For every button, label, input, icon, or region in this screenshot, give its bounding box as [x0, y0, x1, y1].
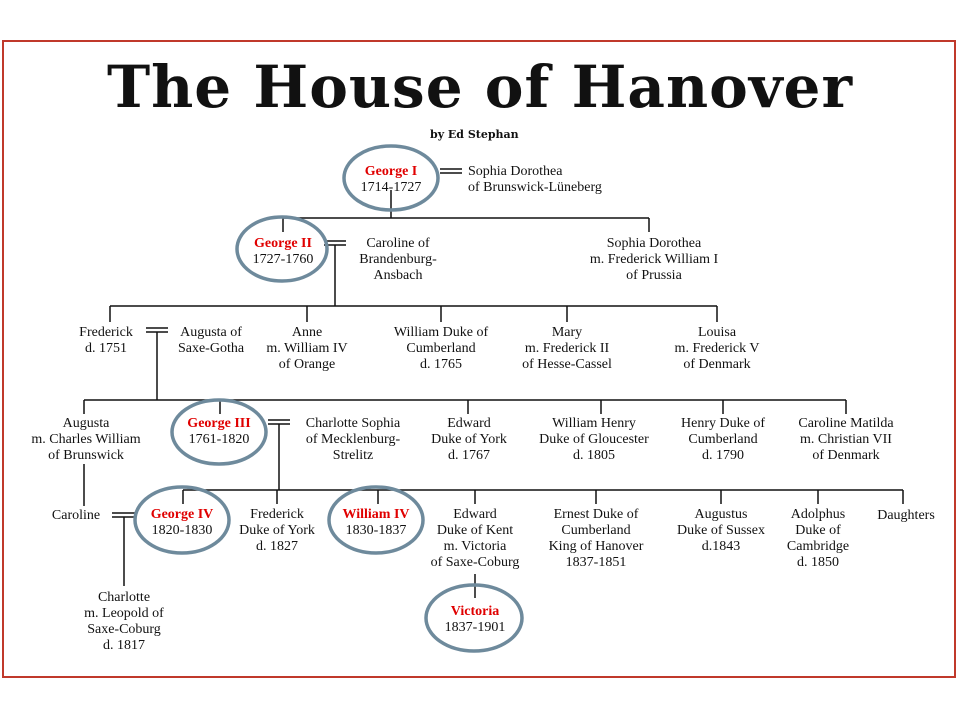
reign-dates: 1837-1901 [444, 620, 506, 635]
person-george-iii [187, 416, 250, 448]
reign-dates: 1830-1837 [345, 523, 407, 538]
person-george-i [361, 164, 422, 196]
person-caroline: Caroline [51, 508, 101, 523]
person-caroline-of-ansbach: Caroline of Brandenburg- Ansbach [359, 236, 437, 283]
person-daughters: Daughters [877, 508, 935, 523]
person-george-iv [151, 507, 214, 539]
person-william-henry: William Henry Duke of Gloucester d. 1805 [539, 416, 649, 463]
person-augustus: Augustus Duke of Sussex d.1843 [677, 507, 765, 554]
byline: by Ed Stephan [430, 128, 519, 141]
person-william-iv [342, 507, 409, 539]
person-edward-duke-of-york: Edward Duke of York d. 1767 [431, 416, 507, 463]
person-frederick-duke-of-york: Frederick Duke of York d. 1827 [239, 507, 315, 554]
reign-dates: 1761-1820 [188, 432, 250, 447]
monarch-name: Victoria [450, 604, 500, 619]
reign-dates: 1714-1727 [360, 180, 422, 195]
reign-dates: 1820-1830 [151, 523, 213, 538]
chart-title: The House of Hanover [106, 53, 854, 121]
monarch-name: William IV [342, 507, 410, 522]
person-george-ii [253, 236, 314, 268]
monarch-name: George III [187, 416, 251, 431]
person-louisa: Louisa m. Frederick V of Denmark [674, 325, 760, 372]
person-mary: Mary m. Frederick II of Hesse-Cassel [522, 325, 612, 372]
person-william-duke-of-cumberland: William Duke of Cumberland d. 1765 [393, 325, 489, 372]
person-augusta-of-brunswick: Augusta m. Charles William of Brunswick [31, 416, 141, 463]
monarch-name: George II [254, 236, 312, 251]
person-charlotte-sophia: Charlotte Sophia of Mecklenburg- Strelitz [305, 416, 401, 463]
reign-dates: 1727-1760 [252, 252, 314, 267]
person-edward-duke-of-kent: Edward Duke of Kent m. Victoria of Saxe-Coburg [430, 507, 520, 570]
person-sophia-dorothea-prussia: Sophia Dorothea m. Frederick William I of Prussia [589, 236, 719, 283]
person-henry-duke-of-cumberland: Henry Duke of Cumberland d. 1790 [681, 416, 765, 463]
person-adolphus: Adolphus Duke of Cambridge d. 1850 [786, 507, 850, 570]
person-victoria [445, 604, 506, 636]
person-augusta-of-saxe-gotha: Augusta of Saxe-Gotha [177, 325, 245, 356]
person-caroline-matilda: Caroline Matilda m. Christian VII of Denmark [798, 416, 894, 463]
person-frederick: Frederick d. 1751 [79, 325, 133, 356]
person-charlotte: Charlotte m. Leopold of Saxe-Coburg d. 1817 [84, 590, 164, 653]
person-sophia-dorothea-brunswick: Sophia Dorothea of Brunswick-Lüneberg [468, 164, 602, 195]
person-anne: Anne m. William IV of Orange [266, 325, 348, 372]
monarch-name: George I [364, 164, 418, 179]
person-ernest-duke-of-cumberland: Ernest Duke of Cumberland King of Hanover 1837-1851 [548, 507, 644, 570]
monarch-name: George IV [150, 507, 214, 522]
